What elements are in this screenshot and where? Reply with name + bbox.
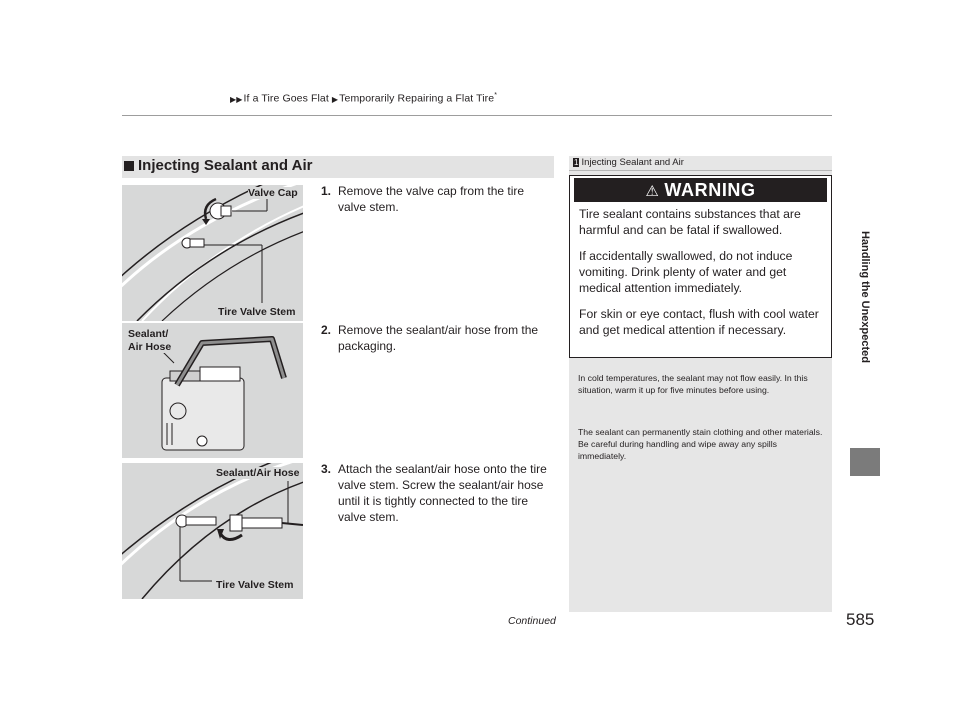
breadcrumb-item-2: Temporarily Repairing a Flat Tire	[339, 92, 495, 105]
label-valve-cap: Valve Cap	[248, 187, 298, 199]
continued-label: Continued	[508, 615, 556, 627]
section-heading	[122, 156, 554, 178]
chapter-label	[854, 156, 876, 438]
step-number: 2.	[321, 323, 332, 337]
header-divider	[122, 115, 832, 116]
warning-paragraph: Tire sealant contains substances that are harmful and can be fatal if swallowed.	[579, 207, 801, 237]
step-text: Remove the valve cap from the tire valve stem.	[338, 184, 525, 214]
warning-header	[574, 178, 827, 202]
label-sealant-air-hose: Sealant/Air Hose	[216, 467, 300, 479]
warning-paragraph: If accidentally swallowed, do not induce vomiting. Drink plenty of water and get medical attention immediately.	[579, 249, 793, 295]
step-number: 1.	[321, 184, 332, 198]
figure-valve-cap	[122, 185, 303, 321]
warning-box	[569, 175, 832, 358]
warning-heading: WARNING	[664, 180, 756, 200]
breadcrumb-arrow-icon: ▶▶	[230, 94, 243, 104]
label-tire-valve-stem: Tire Valve Stem	[216, 579, 294, 591]
note-stain-warning: The sealant can permanently stain clothing and other materials. Be careful during handling and wipe away any spills immediately.	[578, 427, 823, 461]
step-1	[321, 183, 553, 215]
section-title: Injecting Sealant and Air	[138, 157, 313, 174]
chapter-label-text: Handling the Unexpected	[859, 230, 871, 364]
label-sealant: Sealant/	[128, 328, 169, 340]
step-text: Remove the sealant/air hose from the packaging.	[338, 323, 539, 353]
warning-triangle-icon: ⚠	[645, 183, 660, 200]
breadcrumb	[230, 92, 497, 105]
note-cold-temperatures: In cold temperatures, the sealant may not flow easily. In this situation, warm it up for five minutes before using.	[578, 373, 808, 395]
notes-panel-title	[573, 157, 684, 168]
page-number: 585	[846, 610, 875, 629]
warning-paragraph: For skin or eye contact, flush with cool water and get medical attention if necessary.	[579, 307, 819, 337]
breadcrumb-arrow-icon: ▶	[331, 94, 339, 104]
step-number: 3.	[321, 462, 332, 476]
step-3	[321, 461, 553, 525]
notes-divider	[569, 170, 832, 171]
label-air-hose: Air Hose	[128, 341, 172, 353]
section-square-icon	[124, 161, 134, 171]
figure-attach-hose	[122, 463, 303, 599]
chapter-tab	[850, 448, 880, 476]
valve-cap-illustration	[122, 185, 303, 321]
step-text: Attach the sealant/air hose onto the tire valve stem. Screw the sealant/air hose until it is tightly connected to the tire valve stem.	[338, 462, 547, 524]
reference-icon: 1	[574, 158, 579, 167]
breadcrumb-item-1: If a Tire Goes Flat	[243, 92, 329, 105]
footnote-marker: *	[494, 92, 498, 99]
figure-sealant-hose	[122, 323, 303, 458]
step-2	[321, 322, 553, 354]
notes-title-text: Injecting Sealant and Air	[581, 157, 684, 168]
label-tire-valve-stem: Tire Valve Stem	[218, 306, 296, 318]
